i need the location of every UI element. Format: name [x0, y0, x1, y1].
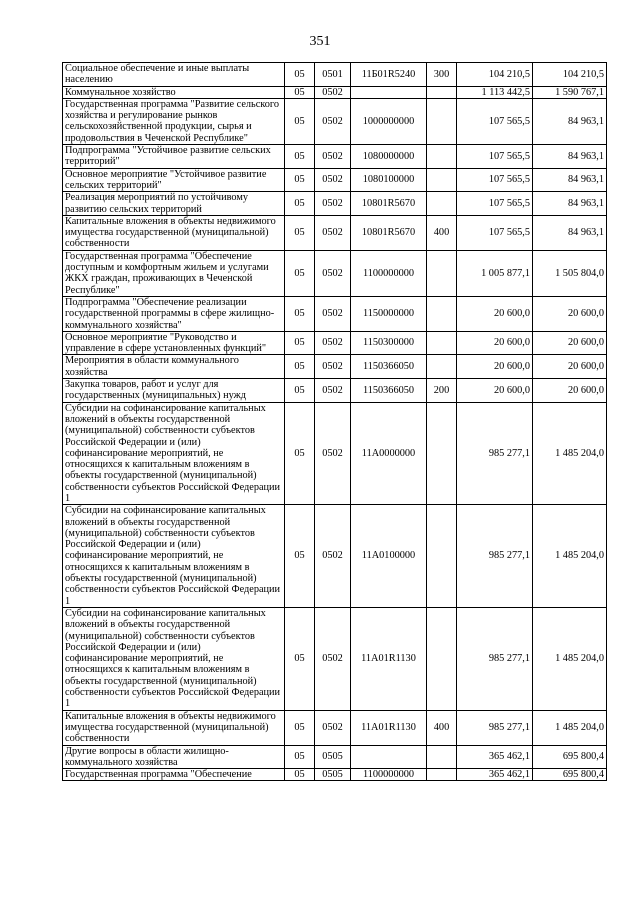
page-number: 351: [309, 34, 331, 49]
cell-subsection: 0502: [315, 402, 351, 505]
cell-subsection: 0502: [315, 505, 351, 608]
cell-expense-type: [427, 168, 457, 192]
cell-expense-type: [427, 86, 457, 98]
cell-amount-year-2: 20 600,0: [533, 331, 607, 355]
table-row: [63, 145, 607, 169]
cell-target-article: 1000000000: [351, 98, 427, 144]
cell-section: 05: [285, 250, 315, 296]
cell-expense-type: [427, 745, 457, 769]
cell-amount-year-1: 1 113 442,5: [457, 86, 533, 98]
cell-name: Государственная программа "Развитие сельского хозяйства и регулирование рынков сельскохозяйственной продукции, сырья и продовольствия в Чеченской Республике": [63, 98, 285, 144]
table-row: [63, 215, 607, 250]
cell-expense-type: [427, 355, 457, 379]
cell-amount-year-1: 365 462,1: [457, 769, 533, 781]
cell-section: 05: [285, 98, 315, 144]
table-row: [63, 86, 607, 98]
cell-subsection: 0502: [315, 296, 351, 331]
cell-subsection: 0502: [315, 331, 351, 355]
cell-amount-year-2: 1 485 204,0: [533, 710, 607, 745]
cell-name: Закупка товаров, работ и услуг для государственных (муниципальных) нужд: [63, 379, 285, 403]
cell-expense-type: [427, 296, 457, 331]
cell-subsection: 0502: [315, 710, 351, 745]
cell-subsection: 0501: [315, 63, 351, 87]
cell-subsection: 0502: [315, 192, 351, 216]
cell-amount-year-2: 695 800,4: [533, 745, 607, 769]
cell-section: 05: [285, 607, 315, 710]
cell-amount-year-2: 1 590 767,1: [533, 86, 607, 98]
cell-name: Основное мероприятие "Устойчивое развитие сельских территорий": [63, 168, 285, 192]
cell-target-article: 11А01R1130: [351, 710, 427, 745]
cell-expense-type: [427, 402, 457, 505]
cell-target-article: 11А01R1130: [351, 607, 427, 710]
cell-expense-type: [427, 145, 457, 169]
cell-name: Капитальные вложения в объекты недвижимого имущества государственной (муниципальной) собственности: [63, 710, 285, 745]
cell-subsection: 0502: [315, 86, 351, 98]
cell-name: Подпрограмма "Устойчивое развитие сельских территорий": [63, 145, 285, 169]
cell-amount-year-1: 20 600,0: [457, 296, 533, 331]
cell-amount-year-2: 84 963,1: [533, 215, 607, 250]
table-row: [63, 745, 607, 769]
cell-subsection: 0502: [315, 355, 351, 379]
cell-section: 05: [285, 379, 315, 403]
cell-amount-year-1: 365 462,1: [457, 745, 533, 769]
cell-target-article: 11А0000000: [351, 402, 427, 505]
table-row: [63, 379, 607, 403]
cell-name: Социальное обеспечение и иные выплаты населению: [63, 63, 285, 87]
cell-section: 05: [285, 168, 315, 192]
cell-target-article: [351, 86, 427, 98]
cell-amount-year-1: 107 565,5: [457, 98, 533, 144]
cell-target-article: 1150300000: [351, 331, 427, 355]
cell-target-article: 10801R5670: [351, 215, 427, 250]
cell-subsection: 0505: [315, 769, 351, 781]
table-row: [63, 331, 607, 355]
cell-amount-year-1: 20 600,0: [457, 379, 533, 403]
cell-expense-type: 400: [427, 215, 457, 250]
cell-subsection: 0502: [315, 168, 351, 192]
cell-target-article: 1150366050: [351, 355, 427, 379]
cell-target-article: 10801R5670: [351, 192, 427, 216]
cell-amount-year-1: 985 277,1: [457, 607, 533, 710]
table-row: [63, 402, 607, 505]
cell-expense-type: [427, 98, 457, 144]
cell-amount-year-2: 84 963,1: [533, 168, 607, 192]
cell-amount-year-1: 107 565,5: [457, 168, 533, 192]
cell-name: Государственная программа "Обеспечение: [63, 769, 285, 781]
cell-amount-year-1: 104 210,5: [457, 63, 533, 87]
cell-section: 05: [285, 86, 315, 98]
cell-name: Государственная программа "Обеспечение доступным и комфортным жильем и услугами ЖКХ граждан, проживающих в Чеченской Республике": [63, 250, 285, 296]
cell-amount-year-2: 695 800,4: [533, 769, 607, 781]
cell-amount-year-2: 84 963,1: [533, 98, 607, 144]
cell-name: Субсидии на софинансирование капитальных вложений в объекты государственной (муниципальной) собственности субъектов Российской Федерации и (или) софинансирование мероприятий, не относящихся к капитальным вложениям в объекты государственной (муниципальной) собственности субъектов Российской Федерации 1: [63, 402, 285, 505]
cell-section: 05: [285, 355, 315, 379]
cell-name: Капитальные вложения в объекты недвижимого имущества государственной (муниципальной) собственности: [63, 215, 285, 250]
cell-section: 05: [285, 745, 315, 769]
cell-section: 05: [285, 215, 315, 250]
cell-target-article: 1150366050: [351, 379, 427, 403]
cell-name: Основное мероприятие "Руководство и управление в сфере установленных функций": [63, 331, 285, 355]
cell-expense-type: [427, 331, 457, 355]
cell-subsection: 0502: [315, 98, 351, 144]
cell-section: 05: [285, 63, 315, 87]
cell-expense-type: [427, 250, 457, 296]
cell-name: Подпрограмма "Обеспечение реализации государственной программы в сфере жилищно-коммунального хозяйства": [63, 296, 285, 331]
cell-amount-year-2: 20 600,0: [533, 379, 607, 403]
cell-name: Реализация мероприятий по устойчивому развитию сельских территорий: [63, 192, 285, 216]
cell-name: Другие вопросы в области жилищно-коммунального хозяйства: [63, 745, 285, 769]
table-row: [63, 505, 607, 608]
cell-section: 05: [285, 296, 315, 331]
cell-expense-type: [427, 505, 457, 608]
table-row: [63, 296, 607, 331]
cell-amount-year-1: 1 005 877,1: [457, 250, 533, 296]
cell-subsection: 0502: [315, 215, 351, 250]
cell-amount-year-2: 104 210,5: [533, 63, 607, 87]
table-row: [63, 250, 607, 296]
cell-target-article: 11А0100000: [351, 505, 427, 608]
table-row: [63, 355, 607, 379]
cell-target-article: [351, 745, 427, 769]
cell-amount-year-1: 20 600,0: [457, 355, 533, 379]
cell-subsection: 0502: [315, 250, 351, 296]
cell-amount-year-2: 20 600,0: [533, 296, 607, 331]
cell-expense-type: 400: [427, 710, 457, 745]
table-row: [63, 769, 607, 781]
budget-table: [62, 62, 607, 781]
cell-amount-year-1: 20 600,0: [457, 331, 533, 355]
cell-expense-type: 200: [427, 379, 457, 403]
cell-name: Коммунальное хозяйство: [63, 86, 285, 98]
cell-subsection: 0502: [315, 379, 351, 403]
cell-amount-year-1: 107 565,5: [457, 215, 533, 250]
cell-target-article: 11Б01R5240: [351, 63, 427, 87]
cell-amount-year-2: 20 600,0: [533, 355, 607, 379]
cell-target-article: 1100000000: [351, 250, 427, 296]
cell-amount-year-2: 84 963,1: [533, 145, 607, 169]
cell-expense-type: [427, 769, 457, 781]
cell-amount-year-2: 84 963,1: [533, 192, 607, 216]
cell-expense-type: 300: [427, 63, 457, 87]
table-row: [63, 192, 607, 216]
table-row: [63, 63, 607, 87]
cell-section: 05: [285, 769, 315, 781]
cell-section: 05: [285, 145, 315, 169]
cell-target-article: 1100000000: [351, 769, 427, 781]
cell-expense-type: [427, 192, 457, 216]
cell-name: Мероприятия в области коммунального хозяйства: [63, 355, 285, 379]
cell-name: Субсидии на софинансирование капитальных вложений в объекты государственной (муниципальной) собственности субъектов Российской Федерации и (или) софинансирование мероприятий, не относящихся к капитальным вложениям в объекты государственной (муниципальной) собственности субъектов Российской Федерации 1: [63, 607, 285, 710]
cell-name: Субсидии на софинансирование капитальных вложений в объекты государственной (муниципальной) собственности субъектов Российской Федерации и (или) софинансирование мероприятий, не относящихся к капитальным вложениям в объекты государственной (муниципальной) собственности субъектов Российской Федерации 1: [63, 505, 285, 608]
cell-target-article: 1080100000: [351, 168, 427, 192]
cell-amount-year-1: 107 565,5: [457, 145, 533, 169]
cell-subsection: 0505: [315, 745, 351, 769]
cell-amount-year-1: 985 277,1: [457, 505, 533, 608]
table-row: [63, 168, 607, 192]
cell-amount-year-1: 107 565,5: [457, 192, 533, 216]
cell-section: 05: [285, 192, 315, 216]
cell-amount-year-2: 1 485 204,0: [533, 607, 607, 710]
cell-subsection: 0502: [315, 145, 351, 169]
cell-amount-year-2: 1 485 204,0: [533, 505, 607, 608]
cell-amount-year-1: 985 277,1: [457, 402, 533, 505]
table-row: [63, 710, 607, 745]
table-body: [63, 63, 607, 781]
cell-target-article: 1150000000: [351, 296, 427, 331]
cell-section: 05: [285, 710, 315, 745]
cell-section: 05: [285, 505, 315, 608]
cell-subsection: 0502: [315, 607, 351, 710]
cell-target-article: 1080000000: [351, 145, 427, 169]
table-row: [63, 98, 607, 144]
cell-section: 05: [285, 402, 315, 505]
cell-amount-year-2: 1 505 804,0: [533, 250, 607, 296]
cell-amount-year-2: 1 485 204,0: [533, 402, 607, 505]
cell-section: 05: [285, 331, 315, 355]
cell-expense-type: [427, 607, 457, 710]
cell-amount-year-1: 985 277,1: [457, 710, 533, 745]
table-row: [63, 607, 607, 710]
